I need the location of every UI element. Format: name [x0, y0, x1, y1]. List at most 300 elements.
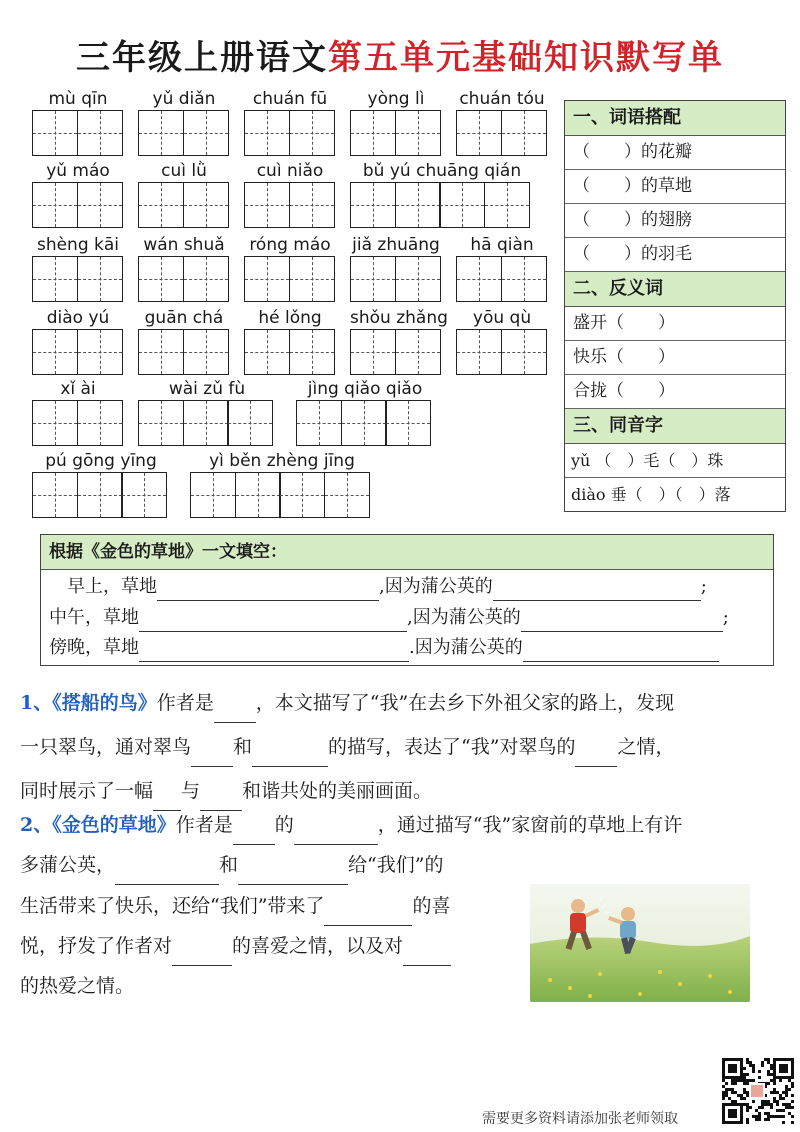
tian-box[interactable]: [350, 110, 396, 156]
qr-module: [761, 1103, 764, 1106]
qr-module: [731, 1088, 734, 1091]
text: 生活带来了快乐，还给“我们”带来了: [20, 895, 325, 917]
tian-box[interactable]: [183, 110, 229, 156]
pinyin-label: róng máo: [249, 235, 331, 255]
qr-module: [743, 1076, 746, 1079]
tian-box[interactable]: [501, 110, 547, 156]
q1-line-2: [20, 727, 674, 767]
text: 作者是: [175, 814, 233, 836]
qr-module: [773, 1082, 776, 1085]
blank[interactable]: [172, 943, 232, 966]
qr-finder: [728, 1109, 737, 1118]
qr-module: [785, 1085, 788, 1088]
qr-module: [779, 1097, 782, 1100]
qr-module: [764, 1112, 767, 1115]
qr-module: [752, 1115, 755, 1118]
qr-module: [776, 1100, 779, 1103]
tian-grid: [244, 256, 335, 302]
qr-center-avatar: [750, 1084, 764, 1098]
tian-box[interactable]: [289, 256, 335, 302]
qr-module: [785, 1106, 788, 1109]
qr-module: [746, 1094, 749, 1097]
qr-module: [779, 1109, 782, 1112]
tian-box[interactable]: [244, 256, 290, 302]
qr-module: [767, 1058, 770, 1061]
qr-module: [761, 1064, 764, 1067]
tian-box[interactable]: [439, 182, 485, 228]
text: 与: [181, 780, 201, 802]
q2-line-3: [20, 886, 450, 926]
tian-box[interactable]: [138, 182, 184, 228]
tian-box[interactable]: [138, 400, 184, 446]
qr-module: [740, 1094, 743, 1097]
qr-module: [782, 1091, 785, 1094]
qr-module: [791, 1085, 794, 1088]
fill-in-heading: 根据《金色的草地》一文填空：: [41, 535, 773, 570]
text: 多蒲公英，: [20, 854, 116, 876]
qr-module: [785, 1103, 788, 1106]
qr-module: [734, 1091, 737, 1094]
q1-line-1: [20, 683, 674, 723]
blank[interactable]: [233, 822, 275, 845]
q2-title: 2、《金色的草地》: [20, 814, 176, 836]
match-item[interactable]: （ ）的花瓣: [565, 136, 785, 170]
match-item[interactable]: （ ）的羽毛: [565, 238, 785, 272]
tian-grid: [32, 110, 123, 156]
pinyin-label: chuán tóu: [459, 89, 545, 109]
qr-module: [791, 1094, 794, 1097]
qr-module: [788, 1106, 791, 1109]
qr-module: [743, 1079, 746, 1082]
fill-label: ,因为蒲公英的: [407, 607, 521, 628]
tian-box[interactable]: [456, 110, 502, 156]
qr-module: [743, 1082, 746, 1085]
pinyin-label: chuán fū: [252, 89, 328, 109]
tian-grid: [296, 400, 431, 446]
pinyin-label: mù qīn: [48, 89, 108, 109]
qr-module: [788, 1112, 791, 1115]
qr-module: [764, 1058, 767, 1061]
blank[interactable]: [294, 822, 378, 845]
blank[interactable]: [575, 744, 617, 767]
qr-module: [722, 1079, 725, 1082]
tian-box[interactable]: [77, 110, 123, 156]
pinyin-label: shǒu zhǎng: [350, 308, 448, 328]
fill-line-morning: [49, 573, 707, 601]
qr-module: [746, 1073, 749, 1076]
qr-module: [746, 1079, 749, 1082]
qr-module: [776, 1115, 779, 1118]
tian-box[interactable]: [77, 400, 123, 446]
qr-module: [767, 1112, 770, 1115]
fill-label: 傍晚，草地: [49, 637, 139, 658]
tian-box[interactable]: [395, 329, 441, 375]
qr-module: [791, 1121, 794, 1124]
pinyin-label: guān chá: [144, 308, 224, 328]
tian-box[interactable]: [77, 472, 123, 518]
q2-line-5: [20, 966, 134, 1006]
qr-module: [782, 1103, 785, 1106]
tian-box[interactable]: [244, 329, 290, 375]
qr-module: [791, 1082, 794, 1085]
qr-module: [746, 1121, 749, 1124]
tian-grid: [456, 110, 547, 156]
qr-module: [743, 1067, 746, 1070]
blank[interactable]: [238, 862, 348, 885]
tian-grid: [32, 329, 123, 375]
qr-module: [773, 1091, 776, 1094]
pinyin-label: hā qiàn: [470, 235, 534, 255]
tian-box[interactable]: [227, 400, 273, 446]
qr-module: [734, 1100, 737, 1103]
tian-box[interactable]: [183, 182, 229, 228]
pinyin-label: jìng qiǎo qiǎo: [307, 379, 423, 399]
qr-module: [770, 1079, 773, 1082]
qr-module: [767, 1103, 770, 1106]
qr-module: [746, 1082, 749, 1085]
tian-grid: [244, 329, 335, 375]
qr-module: [770, 1106, 773, 1109]
tian-box[interactable]: [244, 110, 290, 156]
tian-box[interactable]: [350, 256, 396, 302]
pinyin-label: wán shuǎ: [143, 235, 225, 255]
tian-grid: [32, 472, 167, 518]
tian-box[interactable]: [324, 472, 370, 518]
qr-module: [770, 1073, 773, 1076]
qr-module: [785, 1088, 788, 1091]
tian-grid: [190, 472, 370, 518]
text: 的喜爱之情，以及对: [232, 935, 404, 957]
qr-module: [746, 1109, 749, 1112]
qr-module: [740, 1079, 743, 1082]
qr-module: [755, 1109, 758, 1112]
qr-module: [743, 1091, 746, 1094]
qr-module: [743, 1088, 746, 1091]
qr-module: [767, 1100, 770, 1103]
qr-module: [770, 1067, 773, 1070]
tian-grid: [244, 182, 335, 228]
qr-module: [743, 1103, 746, 1106]
tian-grid: [350, 110, 441, 156]
qr-module: [743, 1073, 746, 1076]
blank[interactable]: [324, 903, 412, 926]
q2-line-1: [20, 805, 682, 845]
qr-module: [764, 1118, 767, 1121]
text: 之情，: [617, 736, 675, 758]
blank[interactable]: [115, 862, 219, 885]
qr-finder: [779, 1064, 788, 1073]
tian-box[interactable]: [138, 329, 184, 375]
qr-module: [749, 1106, 752, 1109]
text: 悦，抒发了作者对: [20, 935, 173, 957]
qr-module: [755, 1115, 758, 1118]
qr-module: [779, 1115, 782, 1118]
qr-code-icon: [720, 1056, 796, 1126]
match-item[interactable]: （ ）的草地: [565, 170, 785, 204]
tian-box[interactable]: [279, 472, 325, 518]
pinyin-label: yǔ máo: [46, 161, 110, 181]
qr-module: [767, 1061, 770, 1064]
tian-box[interactable]: [77, 182, 123, 228]
qr-module: [746, 1061, 749, 1064]
qr-module: [725, 1091, 728, 1094]
pinyin-label: yǔ diǎn: [152, 89, 216, 109]
tian-box[interactable]: [183, 256, 229, 302]
tian-box[interactable]: [395, 110, 441, 156]
qr-module: [770, 1115, 773, 1118]
tian-grid: [138, 256, 229, 302]
qr-module: [731, 1100, 734, 1103]
qr-finder: [728, 1064, 737, 1073]
tian-box[interactable]: [456, 256, 502, 302]
qr-module: [788, 1103, 791, 1106]
tian-box[interactable]: [32, 400, 78, 446]
tian-grid: [350, 329, 441, 375]
qr-module: [734, 1079, 737, 1082]
text: 给“我们”的: [348, 854, 444, 876]
section-homophone-heading: 三、同音字: [565, 409, 785, 444]
qr-module: [767, 1082, 770, 1085]
tian-box[interactable]: [32, 329, 78, 375]
qr-module: [761, 1061, 764, 1064]
section-antonym-heading: 二、反义词: [565, 272, 785, 307]
blank[interactable]: [252, 744, 328, 767]
tian-box[interactable]: [32, 110, 78, 156]
qr-module: [773, 1115, 776, 1118]
qr-module: [749, 1079, 752, 1082]
text: 和: [219, 854, 239, 876]
tian-box[interactable]: [350, 182, 396, 228]
qr-module: [725, 1088, 728, 1091]
tian-box[interactable]: [77, 256, 123, 302]
qr-module: [746, 1058, 749, 1061]
qr-module: [782, 1109, 785, 1112]
fill-line-evening: [49, 634, 719, 662]
qr-module: [767, 1070, 770, 1073]
pinyin-label: cuì lǜ: [161, 161, 207, 181]
qr-module: [767, 1073, 770, 1076]
pinyin-label: jiǎ zhuāng: [352, 235, 440, 255]
tian-box[interactable]: [32, 182, 78, 228]
fill-label: ,因为蒲公英的: [379, 576, 493, 597]
tian-box[interactable]: [138, 256, 184, 302]
qr-module: [749, 1061, 752, 1064]
pinyin-label: shèng kāi: [36, 235, 120, 255]
fill-punct: ;: [722, 607, 729, 628]
tian-grid: [138, 329, 229, 375]
homophone-item[interactable]: diào 垂（ ）（ ）落: [571, 485, 731, 504]
tian-box[interactable]: [296, 400, 342, 446]
qr-module: [770, 1091, 773, 1094]
pinyin-label: pú gōng yīng: [45, 451, 157, 471]
tian-box[interactable]: [183, 329, 229, 375]
blank[interactable]: [493, 578, 701, 601]
qr-module: [737, 1094, 740, 1097]
qr-module: [773, 1088, 776, 1091]
blank[interactable]: [191, 744, 233, 767]
q2-line-4: [20, 926, 451, 966]
blank[interactable]: [214, 700, 256, 723]
tian-grid: [32, 400, 123, 446]
pinyin-label: yì běn zhèng jīng: [209, 451, 355, 471]
qr-module: [788, 1088, 791, 1091]
qr-module: [725, 1094, 728, 1097]
pinyin-label: diào yú: [46, 308, 110, 328]
fill-in-section: [40, 534, 774, 666]
qr-module: [752, 1100, 755, 1103]
tian-box[interactable]: [235, 472, 281, 518]
fill-punct: ;: [700, 576, 707, 597]
tian-box[interactable]: [289, 329, 335, 375]
qr-module: [776, 1103, 779, 1106]
qr-module: [764, 1103, 767, 1106]
tian-box[interactable]: [341, 400, 387, 446]
tian-box[interactable]: [501, 329, 547, 375]
tian-box[interactable]: [289, 110, 335, 156]
qr-module: [743, 1097, 746, 1100]
qr-module: [746, 1118, 749, 1121]
qr-module: [731, 1091, 734, 1094]
q2-line-2: [20, 845, 443, 885]
qr-module: [767, 1115, 770, 1118]
homophone-item[interactable]: yǔ （ ）毛（ ）珠: [565, 444, 785, 478]
tian-box[interactable]: [289, 182, 335, 228]
fill-label: .因为蒲公英的: [409, 637, 523, 658]
qr-module: [722, 1091, 725, 1094]
qr-module: [758, 1106, 761, 1109]
qr-module: [746, 1091, 749, 1094]
side-panel: [564, 100, 786, 512]
tian-box[interactable]: [501, 256, 547, 302]
qr-module: [791, 1100, 794, 1103]
fill-label: 早上，草地: [49, 576, 157, 597]
antonym-item[interactable]: 盛开（ ）: [565, 307, 785, 341]
qr-module: [758, 1070, 761, 1073]
qr-module: [752, 1070, 755, 1073]
title-black: 三年级上册语文: [76, 38, 328, 78]
tian-box[interactable]: [32, 472, 78, 518]
qr-module: [782, 1115, 785, 1118]
tian-grid: [32, 182, 123, 228]
tian-box[interactable]: [244, 182, 290, 228]
tian-box[interactable]: [77, 329, 123, 375]
pinyin-label: bǔ yú chuāng qián: [362, 161, 522, 181]
tian-box[interactable]: [121, 472, 167, 518]
qr-module: [761, 1100, 764, 1103]
text: ，通过描写“我”家窗前的草地上有许: [377, 814, 683, 836]
qr-module: [773, 1079, 776, 1082]
footer-note: 需要更多资料请添加张老师领取: [482, 1111, 678, 1127]
text: 一只翠鸟，通对翠鸟: [20, 736, 192, 758]
qr-module: [746, 1106, 749, 1109]
text: 的描写，表达了“我”对翠鸟的: [328, 736, 576, 758]
qr-module: [722, 1094, 725, 1097]
qr-module: [737, 1079, 740, 1082]
fill-label: 中午，草地: [49, 607, 139, 628]
qr-module: [782, 1121, 785, 1124]
tian-grid: [350, 182, 530, 228]
tian-grid: [456, 256, 547, 302]
qr-module: [785, 1091, 788, 1094]
qr-module: [746, 1103, 749, 1106]
text: 作者是: [156, 692, 214, 714]
text: ，本文描写了“我”在去乡下外祖父家的路上，发现: [255, 692, 675, 714]
text: 和谐共处的美丽画面。: [242, 780, 433, 802]
blank[interactable]: [139, 639, 409, 662]
qr-module: [752, 1064, 755, 1067]
qr-module: [788, 1079, 791, 1082]
text: 和: [233, 736, 253, 758]
qr-module: [764, 1100, 767, 1103]
tian-grid: [456, 329, 547, 375]
qr-module: [752, 1067, 755, 1070]
match-item[interactable]: （ ）的翅膀: [565, 204, 785, 238]
text: 同时展示了一幅: [20, 780, 154, 802]
qr-module: [734, 1082, 737, 1085]
qr-module: [770, 1064, 773, 1067]
antonym-item[interactable]: 合拢（ ）: [565, 375, 785, 409]
qr-module: [725, 1082, 728, 1085]
tian-grid: [138, 182, 229, 228]
qr-module: [791, 1115, 794, 1118]
fill-line-noon: [49, 604, 729, 632]
tian-grid: [350, 256, 441, 302]
blank[interactable]: [403, 943, 451, 966]
tian-box[interactable]: [395, 256, 441, 302]
qr-module: [722, 1085, 725, 1088]
qr-module: [761, 1106, 764, 1109]
tian-box[interactable]: [484, 182, 530, 228]
qr-module: [773, 1097, 776, 1100]
tian-box[interactable]: [190, 472, 236, 518]
text: 的喜: [412, 895, 451, 917]
blank[interactable]: [521, 609, 723, 632]
pinyin-label: yōu qù: [472, 308, 532, 328]
blank[interactable]: [523, 639, 719, 662]
antonym-item[interactable]: 快乐（ ）: [565, 341, 785, 375]
qr-module: [752, 1079, 755, 1082]
tian-grid: [32, 256, 123, 302]
tian-box[interactable]: [456, 329, 502, 375]
qr-module: [767, 1118, 770, 1121]
pinyin-label: hé lǒng: [258, 308, 322, 328]
pinyin-label: cuì niǎo: [256, 161, 324, 181]
tian-box[interactable]: [32, 256, 78, 302]
blank[interactable]: [157, 578, 379, 601]
tian-box[interactable]: [350, 329, 396, 375]
qr-module: [785, 1094, 788, 1097]
qr-module: [776, 1109, 779, 1112]
qr-module: [740, 1097, 743, 1100]
tian-grid: [138, 110, 229, 156]
qr-module: [728, 1097, 731, 1100]
qr-module: [722, 1097, 725, 1100]
tian-box[interactable]: [385, 400, 431, 446]
tian-box[interactable]: [138, 110, 184, 156]
tian-box[interactable]: [395, 182, 441, 228]
qr-module: [776, 1091, 779, 1094]
qr-module: [791, 1106, 794, 1109]
qr-module: [758, 1118, 761, 1121]
qr-module: [770, 1103, 773, 1106]
pinyin-label: wài zǔ fù: [168, 379, 246, 399]
tian-grid: [138, 400, 273, 446]
blank[interactable]: [139, 609, 407, 632]
qr-module: [731, 1079, 734, 1082]
qr-module: [758, 1112, 761, 1115]
qr-module: [749, 1064, 752, 1067]
tian-box[interactable]: [183, 400, 229, 446]
